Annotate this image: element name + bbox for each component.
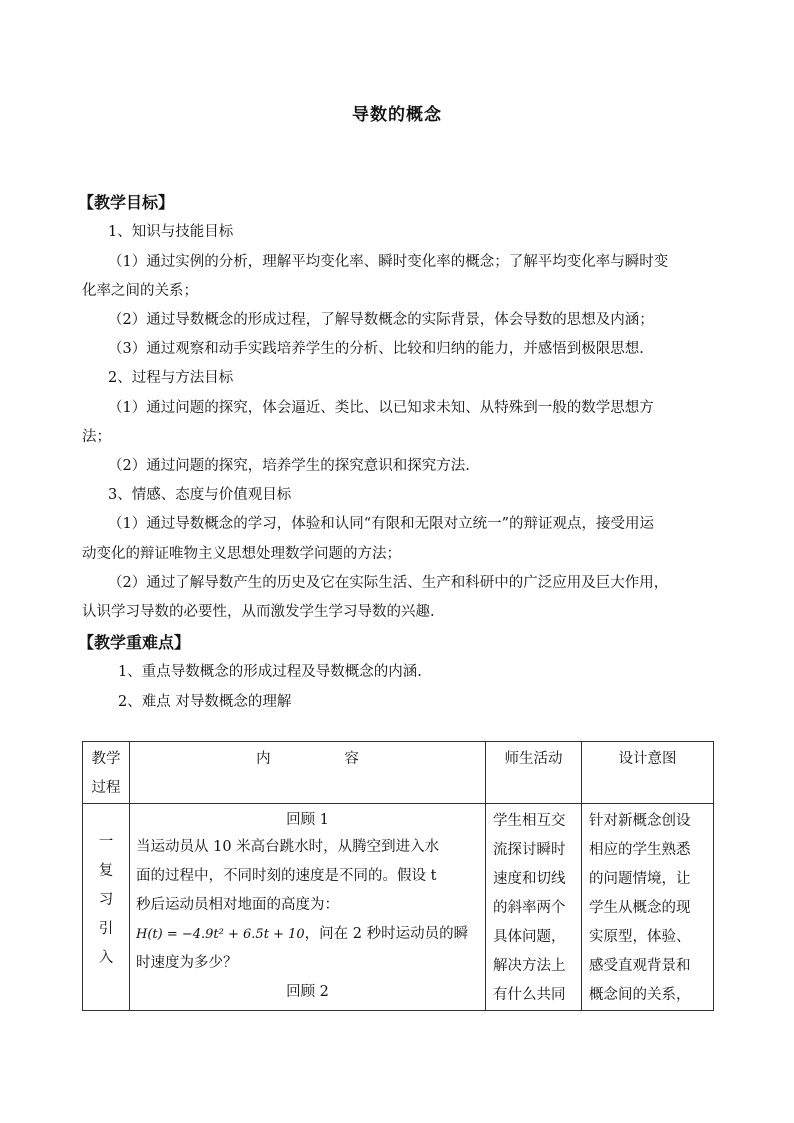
header-intent: 设计意图	[582, 742, 714, 804]
formula-line	[136, 920, 479, 949]
content-line: 面的过程中，不同时刻的速度是不同的。假设 t	[136, 868, 437, 884]
goal-line: （2）通过导数概念的形成过程，了解导数概念的实际背景，体会导数的思想及内涵；	[108, 312, 654, 328]
intent-line: 学生从概念的现	[589, 900, 691, 916]
goal-line: 认识学习导数的必要性，从而激发学生学习导数的兴趣.	[82, 604, 435, 620]
goal-line: （1）通过导数概念的学习，体验和认同“有限和无限对立统一”的辩证观点，接受用运	[108, 516, 655, 532]
goal-line: 1、知识与技能目标	[108, 224, 234, 240]
content-line: 秒后运动员相对地面的高度为：	[136, 897, 339, 913]
goal-line: 3、情感、态度与价值观目标	[108, 487, 292, 503]
header-activity: 师生活动	[486, 742, 582, 804]
key-line: 1、重点导数概念的形成过程及导数概念的内涵.	[118, 664, 422, 680]
height-formula: H(t) = −4.9t² + 6.5t + 10	[136, 927, 305, 942]
lesson-table	[82, 741, 714, 1011]
activity-line: 速度和切线	[493, 871, 566, 887]
stage-char: 习	[98, 892, 114, 908]
intent-line: 实原型，体验、	[589, 929, 691, 945]
intent-line: 针对新概念创设	[589, 813, 691, 829]
intent-line: 的问题情境，让	[589, 871, 691, 887]
activity-line: 解决方法上	[493, 958, 566, 974]
stage-char: 入	[98, 950, 114, 966]
activity-line: 的斜率两个	[493, 900, 566, 916]
content-line: 时速度为多少？	[136, 955, 238, 971]
goal-line: （2）通过问题的探究，培养学生的探究意识和探究方法.	[108, 458, 470, 474]
page-title: 导数的概念	[352, 105, 442, 125]
goal-line: （2）通过了解导数产生的历史及它在实际生活、生产和科研中的广泛应用及巨大作用，	[108, 575, 669, 591]
activity-line: 具体问题，	[493, 929, 566, 945]
stage-cell	[83, 804, 130, 1011]
table-header-row	[83, 742, 714, 804]
intent-line: 感受直观背景和	[589, 958, 691, 974]
review2-title: 回顾 2	[286, 984, 329, 1000]
header-process-line: 过程	[91, 780, 121, 796]
stage-char: 复	[98, 863, 114, 879]
content-cell	[130, 804, 486, 1011]
review1-title: 回顾 1	[286, 812, 329, 828]
goal-line: 化率之间的关系；	[82, 283, 198, 299]
goal-line: 动变化的辩证唯物主义思想处理数学问题的方法；	[82, 546, 401, 562]
activity-cell	[486, 804, 582, 1011]
activity-line: 有什么共同	[493, 987, 566, 1003]
activity-line: 流探讨瞬时	[493, 842, 566, 858]
intent-line: 概念间的关系，	[589, 987, 691, 1003]
goal-line: 法；	[82, 429, 111, 445]
intent-line: 相应的学生熟悉	[589, 842, 691, 858]
table-row	[83, 804, 714, 1011]
goal-line: （1）通过问题的探究，体会逼近、类比、以已知求未知、从特殊到一般的数学思想方	[108, 400, 654, 416]
formula-tail: ，问在 2 秒时运动员的瞬	[304, 926, 469, 942]
activity-line: 学生相互交	[493, 813, 566, 829]
header-process	[83, 742, 130, 804]
header-content: 内 容	[130, 742, 486, 804]
goal-line: 2、过程与方法目标	[108, 370, 234, 386]
stage-char: 一	[98, 834, 114, 850]
header-process-line: 教学	[91, 751, 121, 767]
stage-char: 引	[98, 921, 114, 937]
goals-heading: 【教学目标】	[78, 193, 175, 212]
intent-cell	[582, 804, 714, 1011]
key-heading: 【教学重难点】	[78, 633, 191, 652]
key-line: 2、难点 对导数概念的理解	[118, 694, 292, 710]
goal-line: （1）通过实例的分析，理解平均变化率、瞬时变化率的概念；了解平均变化率与瞬时变	[108, 254, 669, 270]
content-line: 当运动员从 10 米高台跳水时，从腾空到进入水	[136, 839, 440, 855]
goal-line: （3）通过观察和动手实践培养学生的分析、比较和归纳的能力，并感悟到极限思想.	[108, 341, 644, 357]
